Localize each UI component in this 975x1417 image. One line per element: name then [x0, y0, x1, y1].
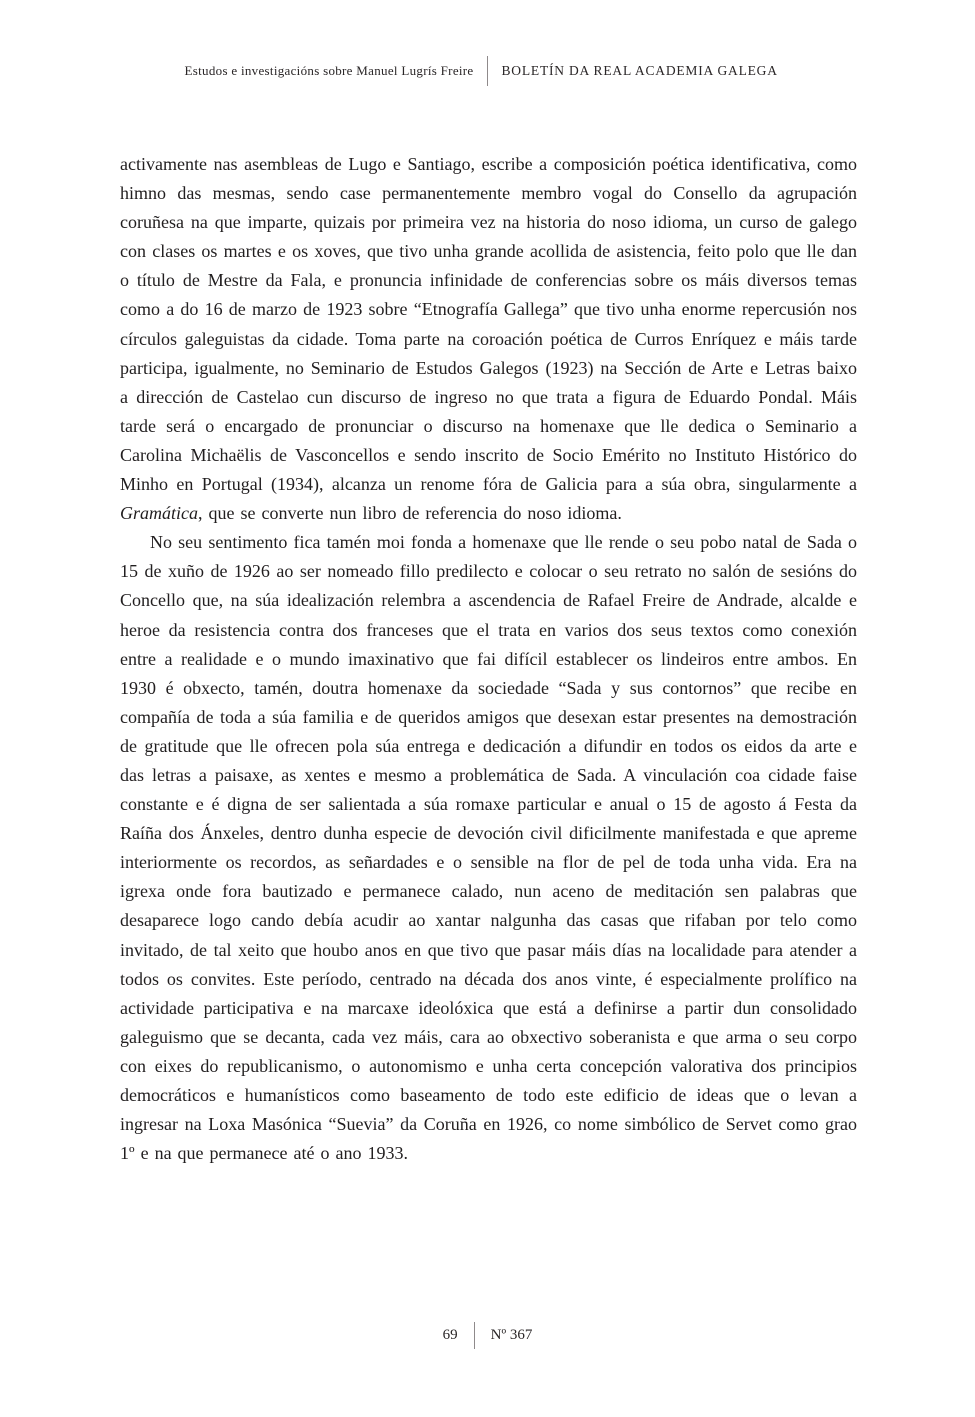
page-header: [0, 56, 975, 86]
page-footer: [0, 1322, 975, 1349]
paragraph-1-text-continued: , que se converte nun libro de referencia do noso idioma.: [198, 503, 622, 524]
page-body: [120, 150, 857, 1168]
paragraph-1: [120, 150, 857, 528]
page-number: 69: [442, 1327, 458, 1343]
paragraph-1-text: activamente nas asembleas de Lugo e Santiago, escribe a composición poética identificativa, como himno das mesmas, sendo case permanentemente membro vogal do Consello da agrupación coruñesa na que imparte, quizais por primeira vez na historia do noso idioma, un curso de galego con clases os martes e os xoves, que tivo unha grande acollida de asistencia, feito polo que lle dan o título de Mestre da Fala, e pronuncia infinidade de conferencias sobre os máis diversos temas como a do 16 de marzo de 1923 sobre “Etnografía Gallega” que tivo unha enorme repercusión nos círculos galeguistas da cidade. Toma parte na coroación poética de Curros Enríquez e máis tarde participa, igualmente, no Seminario de Estudos Galegos (1923) na Sección de Arte e Letras baixo a dirección de Castelao cun discurso de ingreso no que trata a figura de Eduardo Pondal. Máis tarde será o encargado de pronunciar o discurso na homenaxe que lle dedica o Seminario a Carolina Michaëlis de Vasconcellos e sendo inscrito de Socio Emérito no Instituto Histórico do Minho en Portugal (1934), alcanza un renome fóra de Galicia para a súa obra, singularmente a: [120, 154, 857, 495]
running-head-left: Estudos e investigacións sobre Manuel Lugrís Freire: [184, 63, 474, 78]
running-head-right: BOLETÍN DA REAL ACADEMIA GALEGA: [501, 63, 778, 78]
paragraph-1-italic-title: Gramática: [120, 503, 198, 524]
paragraph-2: No seu sentimento fica tamén moi fonda a homenaxe que lle rende o seu pobo natal de Sada o 15 de xuño de 1926 ao ser nomeado fillo predilecto e colocar o seu retrato no salón de sesións do Concello que, na súa idealización relembra a ascendencia de Rafael Freire de Andrade, alcalde e heroe da resistencia contra dos franceses que el trata en varios dos seus textos como conexión entre a realidade e o mundo imaxinativo que fai difícil establecer os lindeiros entre ambos. En 1930 é obxecto, tamén, doutra homenaxe da sociedade “Sada y sus contornos” que recibe en compañía de toda a súa familia e de queridos amigos que desexan estar presentes na demostración de gratitude que lle ofrecen pola súa entrega e dedicación a difundir en todos os eidos da arte e das letras a paisaxe, as xentes e mesmo a problemática de Sada. A vinculación coa cidade faise constante e é digna de ser salientada a súa romaxe particular e anual o 15 de agosto á Festa da Raíña dos Ánxeles, dentro dunha especie de devoción civil dificilmente manifestada e que apreme interiormente os recordos, as señardades e o sensible na flor de pel de toda unha vida. Era na igrexa onde fora bautizado e permanece calado, nun aceno de meditación sen palabras que desaparece logo cando debía acudir ao xantar nalgunha das casas que rifaban por telo como invitado, de tal xeito que houbo anos en que tivo que pasar máis días na localidade para atender a todos os convites. Este período, centrado na década dos anos vinte, é especialmente prolífico na actividade participativa e na marcaxe ideolóxica que está a definirse a partir dun consolidado galeguismo que se decanta, cada vez máis, cara ao obxectivo soberanista e que arma o seu corpo con eixes do republicanismo, o autonomismo e unha certa concepción valorativa dos principios democráticos e humanísticos como baseamento de todo este edificio de ideas que o levan a ingresar na Loxa Masónica “Suevia” da Coruña en 1926, co nome simbólico de Servet como grao 1º e na que permanece até o ano 1933.: [120, 532, 857, 1164]
issue-number: Nº 367: [490, 1327, 533, 1343]
footer-divider: [474, 1322, 475, 1349]
